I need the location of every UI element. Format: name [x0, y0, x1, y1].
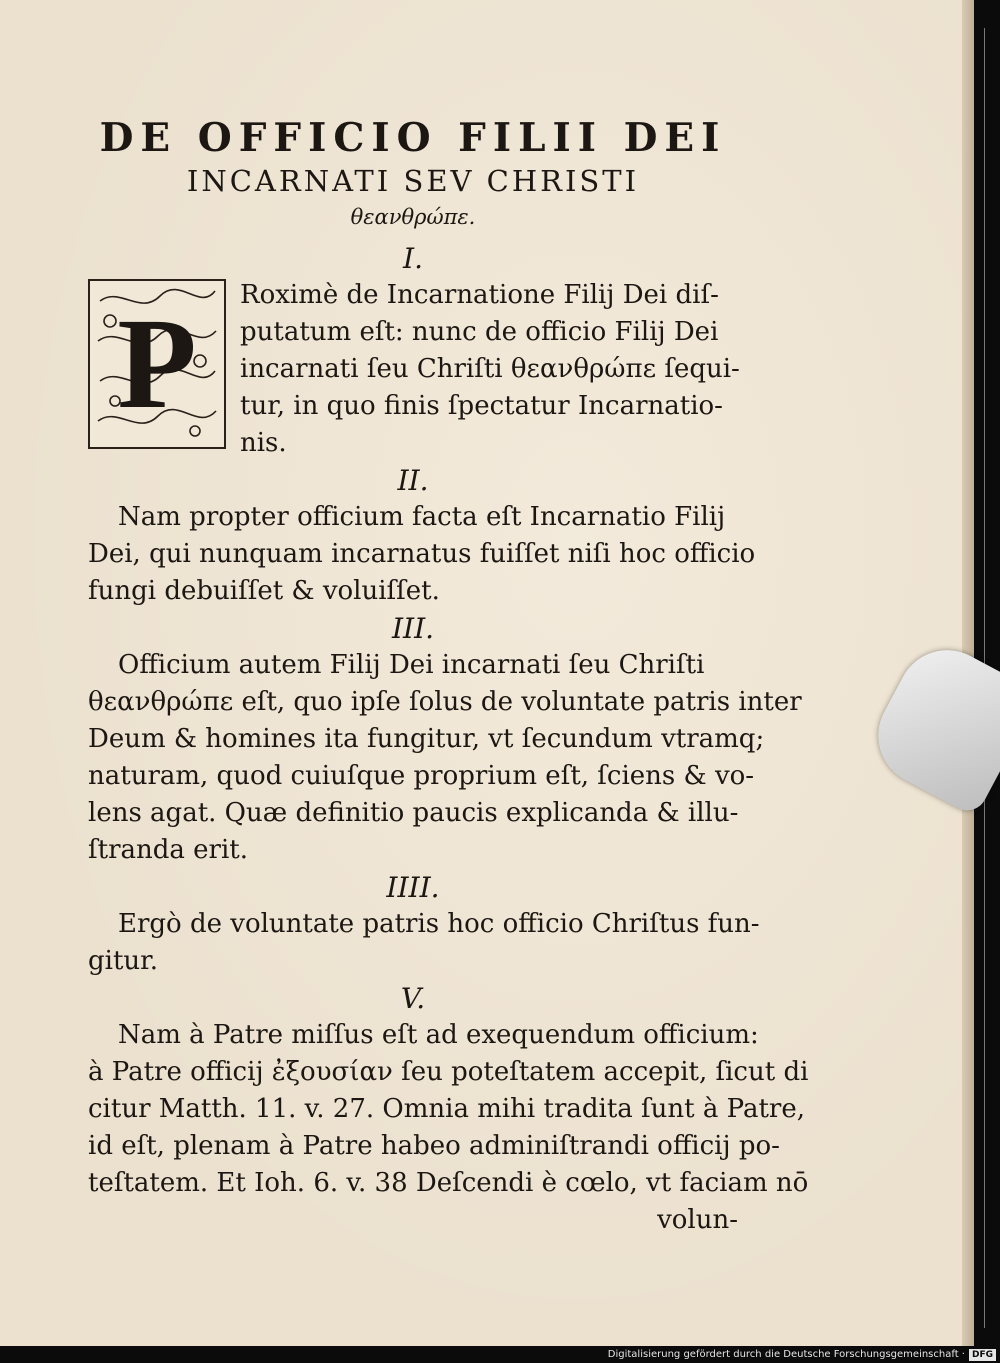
- text-line: gitur.: [88, 946, 158, 976]
- heading-line-2: INCARNATI SEV CHRISTI: [186, 164, 640, 198]
- text-line: citur Matth. 11. v. 27. Omnia mihi tradita ſunt à Patre,: [88, 1094, 806, 1124]
- text-line: lens agat. Quæ definitio paucis explicanda & illu-: [88, 798, 739, 828]
- section-number: V.: [400, 982, 426, 1015]
- text-line: nis.: [240, 428, 287, 458]
- text-line: ſtranda erit.: [88, 835, 248, 865]
- text-line: Nam à Patre miſſus eſt ad exequendum officium:: [118, 1020, 759, 1050]
- section-number: III.: [391, 612, 435, 645]
- text-line: incarnati ſeu Chriſti θεανθρώπε ſequi-: [240, 354, 740, 384]
- text-line: teſtatem. Et Ioh. 6. v. 38 Deſcendi è cœlo, vt faciam nō: [88, 1168, 809, 1198]
- text-line: θεανθρώπε eſt, quo ipſe ſolus de voluntate patris inter: [88, 687, 802, 717]
- text-line: Deum & homines ita fungitur, vt ſecundum vtramq;: [88, 724, 765, 754]
- text-column: [88, 104, 809, 1239]
- decorated-initial: [88, 279, 226, 449]
- text-line: fungi debuiſſet & voluiſſet.: [88, 576, 440, 606]
- text-line: Nam propter officium facta eſt Incarnatio Filij: [118, 502, 726, 532]
- text-line: putatum eſt: nunc de officio Filij Dei: [240, 317, 719, 347]
- heading-line-3: θεανθρώπε.: [350, 205, 476, 229]
- catchword: volun-: [657, 1205, 738, 1235]
- footer-text: Digitalisierung gefördert durch die Deutsche Forschungsgemeinschaft ·: [607, 1349, 965, 1360]
- text-line: Ergò de voluntate patris hoc officio Chriſtus fun-: [118, 909, 760, 939]
- section-number: IIII.: [386, 871, 440, 904]
- heading-line-1: DE OFFICIO FILII DEI: [99, 115, 727, 161]
- text-line: naturam, quod cuiuſque proprium eſt, ſciens & vo-: [88, 761, 755, 791]
- section-paragraph: [88, 906, 760, 980]
- section-paragraph: [88, 277, 738, 462]
- text-line: Roximè de Incarnatione Filij Dei diſ-: [240, 280, 719, 310]
- text-line: Dei, qui nunquam incarnatus fuiſſet niſi hoc officio: [88, 539, 756, 569]
- section-number: II.: [397, 464, 429, 497]
- text-line: à Patre officij ἐξουσίαν ſeu poteſtatem accepit, ſicut di: [88, 1057, 809, 1087]
- text-line: id eſt, plenam à Patre habeo adminiſtrandi officij po-: [88, 1131, 780, 1161]
- dfg-logo-icon: DFG: [969, 1349, 996, 1361]
- text-line: tur, in quo finis ſpectatur Incarnatio-: [240, 391, 723, 421]
- initial-letter: P: [117, 291, 197, 436]
- section-paragraph: [88, 647, 802, 869]
- section-number: I.: [403, 242, 423, 275]
- text-line: Officium autem Filij Dei incarnati ſeu Chriſti: [118, 650, 705, 680]
- section-paragraph: [88, 499, 756, 610]
- footer-credit: [576, 1346, 996, 1363]
- section-paragraph: [88, 1017, 809, 1239]
